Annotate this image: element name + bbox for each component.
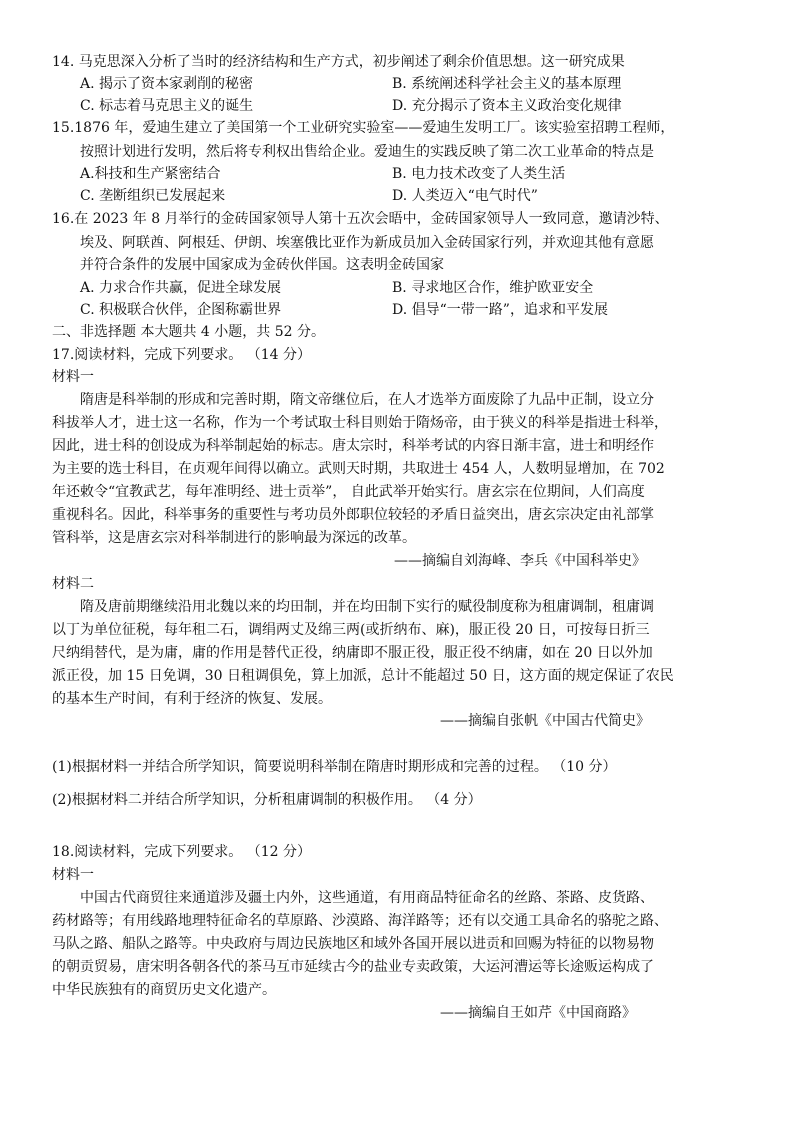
q17-material-1-label: 材料一 — [52, 369, 94, 385]
q17-material-1-line: 为主要的选士科目，在贞观年间得以确立。武则天时期，共取进士 454 人，人数明显增加，在 702 — [52, 461, 665, 477]
q17-material-1-source: ——摘编自刘海峰、李兵《中国科举史》 — [394, 553, 646, 569]
q16-stem-line-1: 16.在 2023 年 8 月举行的金砖国家领导人第十五次会晤中，金砖国家领导人一致同意，邀请沙特、 — [52, 211, 669, 227]
q17-material-1-line: 重视科名。因此，科举事务的重要性与考功员外郎职位较轻的矛盾日益突出，唐玄宗决定由礼部掌 — [52, 507, 654, 523]
q14-option-d: D. 充分揭示了资本主义政治变化规律 — [392, 98, 622, 114]
q18-material-1-label: 材料一 — [52, 867, 94, 883]
q15-option-c: C. 垄断组织已发展起来 — [80, 188, 226, 204]
q18-material-1-line: 药材路等；有用线路地理特征命名的草原路、沙漠路、海洋路等；还有以交通工具命名的骆驼之路、 — [52, 913, 668, 929]
q16-option-b: B. 寻求地区合作，维护欧亚安全 — [392, 280, 594, 296]
q15-stem-line-1: 15.1876 年，爱迪生建立了美国第一个工业研究实验室——爱迪生发明工厂。该实验室招聘工程师， — [52, 120, 675, 136]
q17-material-1-line: 年还敕令“宜教武艺，每年准明经、进士贡举”， 自此武举开始实行。唐玄宗在位期间，人们高度 — [52, 484, 645, 500]
q14-option-b: B. 系统阐述科学社会主义的基本原理 — [392, 76, 622, 92]
q14-option-a: A. 揭示了资本家剥削的秘密 — [80, 76, 254, 92]
q18-material-1-source: ——摘编自王如芹《中国商路》 — [440, 1005, 636, 1021]
q17-title: 17.阅读材料，完成下列要求。 （14 分） — [52, 347, 311, 363]
q18-title: 18.阅读材料，完成下列要求。 （12 分） — [52, 844, 311, 860]
q15-option-b: B. 电力技术改变了人类生活 — [392, 166, 566, 182]
q17-material-1-line: 因此，进士科的创设成为科举制起始的标志。唐太宗时，科举考试的内容日渐丰富，进士和明经作 — [52, 438, 654, 454]
q17-material-1-line: 隋唐是科举制的形成和完善时期，隋文帝继位后，在人才选举方面废除了九品中正制，设立分 — [80, 392, 654, 408]
q18-material-1-line: 中国古代商贸往来通道涉及疆土内外，这些通道，有用商品特征命名的丝路、茶路、皮货路、 — [80, 890, 654, 906]
q16-option-d: D. 倡导“一带一路”，追求和平发展 — [392, 302, 608, 318]
q17-material-2-line: 以丁为单位征税，每年租二石，调绢两丈及绵三两(或折纳布、麻)，服正役 20 日，可按每日折三 — [52, 622, 650, 638]
q17-material-2-label: 材料二 — [52, 576, 94, 592]
q17-material-1-line: 科拔举人才，进士这一名称，作为一个考试取士科目则始于隋炀帝，由于狭义的科举是指进士科举， — [52, 415, 668, 431]
q17-question-2: (2)根据材料二并结合所学知识，分析租庸调制的积极作用。 （4 分） — [52, 792, 482, 808]
q14-option-c: C. 标志着马克思主义的诞生 — [80, 98, 254, 114]
q14-stem: 14. 马克思深入分析了当时的经济结构和生产方式，初步阐述了剩余价值思想。这一研究成果 — [52, 54, 625, 70]
q17-material-1-line: 管科举，这是唐玄宗对科举制进行的影响最为深远的改革。 — [52, 530, 416, 546]
q16-option-a: A. 力求合作共赢，促进全球发展 — [80, 280, 282, 296]
q18-material-1-line: 的朝贡贸易，唐宋明各朝各代的茶马互市延续古今的盐业专卖政策，大运河漕运等长途贩运构成了 — [52, 959, 654, 975]
section-heading: 二、非选择题 本大题共 4 小题，共 52 分。 — [52, 324, 325, 340]
q15-stem-line-2: 按照计划进行发明，然后将专利权出售给企业。爱迪生的实践反映了第二次工业革命的特点是 — [80, 144, 654, 160]
q16-option-c: C. 积极联合伙伴，企图称霸世界 — [80, 302, 282, 318]
q17-material-2-line: 尺纳绢替代，是为庸，庸的作用是替代正役，纳庸即不服正役，服正役不纳庸，如在 20 日以外加 — [52, 645, 653, 661]
q18-material-1-line: 马队之路、船队之路等。中央政府与周边民族地区和域外各国开展以进贡和回赐为特征的以物易物 — [52, 936, 654, 952]
q17-material-2-line: 隋及唐前期继续沿用北魏以来的均田制，并在均田制下实行的赋役制度称为租庸调制，租庸调 — [80, 599, 654, 615]
q17-material-2-source: ——摘编自张帆《中国古代简史》 — [440, 713, 650, 729]
q16-stem-line-3: 并符合条件的发展中国家成为金砖伙伴国。这表明金砖国家 — [80, 257, 444, 273]
q18-material-1-line: 中华民族独有的商贸历史文化遗产。 — [52, 982, 276, 998]
q15-option-a: A.科技和生产紧密结合 — [80, 166, 221, 182]
q15-option-d: D. 人类迈入“电气时代” — [392, 188, 538, 204]
q17-question-1: (1)根据材料一并结合所学知识，简要说明科举制在隋唐时期形成和完善的过程。 （10 分） — [52, 759, 617, 775]
q17-material-2-line: 派正役，加 15 日免调，30 日租调俱免，算上加派，总计不能超过 50 日，这方面的规定保证了农民 — [52, 668, 674, 684]
q17-material-2-line: 的基本生产时间，有利于经济的恢复、发展。 — [52, 691, 332, 707]
q16-stem-line-2: 埃及、阿联酋、阿根廷、伊朗、埃塞俄比亚作为新成员加入金砖国家行列，并欢迎其他有意愿 — [80, 235, 654, 251]
